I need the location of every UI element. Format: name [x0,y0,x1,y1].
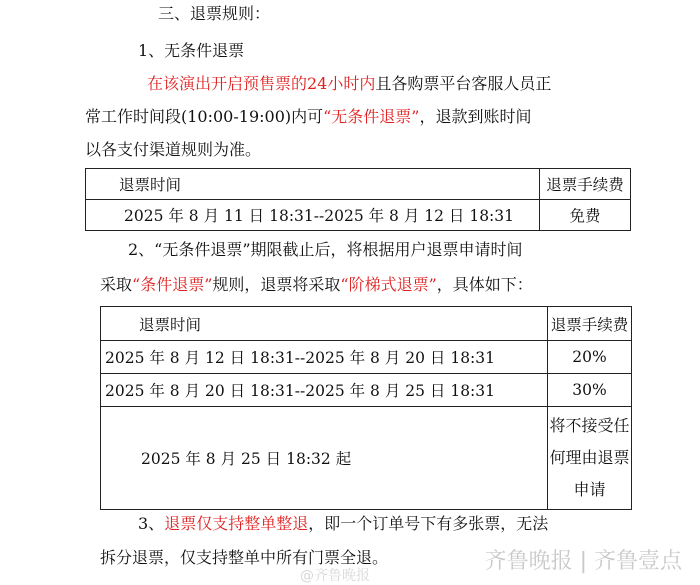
p2-red2: “阶梯式退票” [340,275,437,294]
table1-header-time: 退票时间 [86,169,540,200]
p3-line1 [138,514,548,534]
table2-header-time: 退票时间 [101,307,548,341]
p1-line1 [147,74,551,94]
table-row [101,307,632,341]
item1-title: 1、无条件退票 [138,41,245,60]
fee-line: 申请 [573,480,606,499]
table2-header-fee: 退票手续费 [548,307,632,341]
watermark-logo: 齐鲁晚报 | 齐鲁壹点 [484,549,682,574]
p2-red1: “条件退票” [132,275,213,294]
p2-line2c: ，具体如下： [436,275,533,294]
p2-line2a: 采取 [100,275,133,294]
table1 [85,168,631,231]
p1-line3: 以各支付渠道规则为准。 [85,140,262,159]
table2-row2-fee: 30% [548,374,632,407]
p1-line2b: ，退款到账时间 [419,107,532,126]
table2-row3-time: 2025 年 8 月 25 日 18:32 起 [101,407,548,510]
p3-rest: ，即一个订单号下有多张票，无法 [308,514,549,533]
p3-line2: 拆分退票，仅支持整单中所有门票全退。 [100,548,389,567]
section-title: 三、退票规则： [158,4,271,23]
p1-red: 在该演出开启预售票的24小时内 [147,74,376,93]
table1-cell-time: 2025 年 8 月 11 日 18:31--2025 年 8 月 12 日 18:31 [86,200,540,231]
p2-line2b: 规则，退票将采取 [212,275,341,294]
p3-prefix: 3、 [138,514,165,533]
p1-line2a: 常工作时间段(10:00-19:00)内可 [85,107,324,126]
watermark-weibo: @齐鲁晚报 [300,568,370,584]
table-row [101,407,632,510]
p3-red: 退票仅支持整单整退 [164,514,309,533]
table1-cell-fee: 免费 [540,200,631,231]
table2-row2-time: 2025 年 8 月 20 日 18:31--2025 年 8 月 25 日 18:31 [101,374,548,407]
fee-line: 将不接受任 [549,416,630,435]
table2-row3-fee [548,407,632,510]
fee-line: 何理由退票 [549,448,630,467]
table-row [101,341,632,374]
table-row [101,374,632,407]
table-row [86,200,631,231]
p2-line2 [100,275,533,295]
table2 [100,306,632,510]
p2-line1: 2、“无条件退票”期限截止后，将根据用户退票申请时间 [128,240,523,259]
p1-line2-red: “无条件退票” [323,107,420,126]
table1-header-fee: 退票手续费 [540,169,631,200]
p1-black: 且各购票平台客服人员正 [375,74,552,93]
table2-row1-fee: 20% [548,341,632,374]
p1-line2 [85,107,532,127]
table2-row1-time: 2025 年 8 月 12 日 18:31--2025 年 8 月 20 日 18:31 [101,341,548,374]
table-row [86,169,631,200]
